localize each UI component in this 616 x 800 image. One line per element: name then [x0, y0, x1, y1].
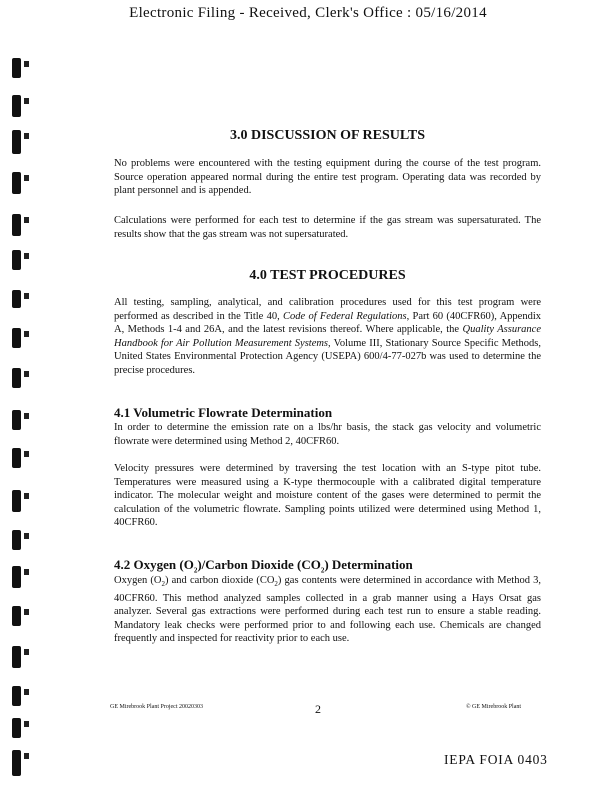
footer-right: © GE Mirebrook Plant [466, 704, 522, 710]
binder-hole [12, 172, 21, 194]
paragraph [114, 574, 541, 646]
binder-hole [12, 250, 21, 270]
binder-hole [12, 530, 21, 550]
paragraph: Velocity pressures were determined by traversing the test location with an S-type pitot tube. Temperatures were measured using a K-type thermocouple with a calibrated digital temperature indicator. The molecular weight and moisture content of the gases were determined to permit the calculation of the volumetric flowrate. Sampling points utilized were determined using Method 1, 40CFR60. [114, 463, 541, 528]
subscript: 2 [274, 580, 278, 589]
subscript: 2 [161, 580, 165, 589]
subsection-heading [114, 557, 541, 575]
paragraph: Calculations were performed for each test to determine if the gas stream was supersaturated. The results show that the gas stream was not supersaturated. [114, 215, 541, 240]
text-run: )/Carbon Dioxide (CO [197, 557, 321, 572]
section-heading: 3.0 DISCUSSION OF RESULTS [229, 128, 426, 143]
binder-hole [12, 606, 21, 626]
foia-stamp: IEPA FOIA 0403 [444, 752, 548, 767]
subsection-heading: 4.1 Volumetric Flowrate Determination [114, 405, 333, 420]
binder-hole [12, 750, 21, 776]
paragraph: No problems were encountered with the testing equipment during the course of the test program. Source operation appeared normal during the entire test program. Operating data was recorded by plant personnel and is appended. [114, 158, 541, 196]
binder-hole [12, 58, 21, 78]
binder-hole [12, 130, 21, 154]
text-run: All testing, sampling, analytical, and calibration procedures used for this test program were performed as described in the Title 40, [114, 297, 541, 322]
paragraph: In order to determine the emission rate on a lbs/hr basis, the stack gas velocity and volumetric flowrate were determined using Method 2, 40CFR60. [114, 422, 541, 447]
binder-hole [12, 95, 21, 117]
subscript: 2 [320, 566, 325, 575]
binder-hole [12, 490, 21, 512]
paragraph [114, 296, 541, 377]
binder-hole [12, 368, 21, 388]
binder-hole [12, 290, 21, 308]
text-run: ) and carbon dioxide (CO [164, 575, 275, 586]
text-run: ) gas contents were determined in accordance with Method 3, 40CFR60. This method analyzed samples collected in a grab manner using a Hays Orsat gas analyzer. Several gas extractions were performed during each test run to ensure a stable reading. Mandatory leak checks were performed prior to and following each use. Chemicals are changed frequently and inspected for reactivity prior to each use. [114, 575, 541, 645]
text-run: , Part 60 (40CFR60), Appendix A, Methods 1-4 and 26A, and the latest revisions thereof. Where applicable, the [114, 310, 542, 335]
filing-stamp: Electronic Filing - Received, Clerk's Office : 05/16/2014 [129, 5, 487, 21]
text-run: Volume III, Stationary Source Specific Methods, United States Environmental Protection Agency (USEPA) 600/4-77-027b was used to determine the precise procedures. [114, 337, 542, 376]
binder-hole [12, 718, 21, 738]
binder-hole [12, 566, 21, 588]
section-heading: 4.0 TEST PROCEDURES [249, 268, 406, 283]
binder-hole [12, 448, 21, 468]
footer-left: GE Mirebrook Plant Project 20020303 [110, 704, 203, 710]
binder-hole [12, 214, 21, 236]
binder-hole [12, 328, 21, 348]
qa-handbook-title: Quality Assurance Handbook for Air Pollution Measurement Systems, [114, 324, 541, 349]
text-run: Oxygen (O [114, 575, 162, 586]
binder-hole [12, 646, 21, 668]
subscript: 2 [193, 566, 198, 575]
text-run: ) Determination [324, 557, 413, 572]
cfr-title: Code of Federal Regulations [283, 310, 407, 322]
binder-hole [12, 410, 21, 430]
text-run: 4.2 Oxygen (O [114, 557, 194, 572]
binder-hole [12, 686, 21, 706]
page-number: 2 [315, 702, 321, 716]
